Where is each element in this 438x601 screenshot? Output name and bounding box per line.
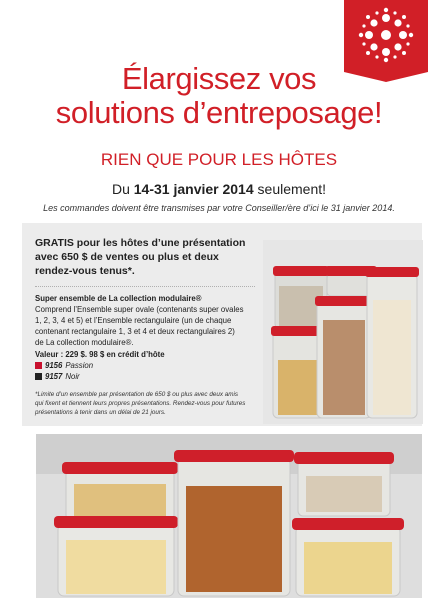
gratis-offer bbox=[35, 236, 260, 278]
ensemble-description bbox=[35, 304, 260, 348]
gratis-line-1: GRATIS pour les hôtes d’une présentation bbox=[35, 237, 246, 249]
offer-details bbox=[35, 236, 260, 417]
dates-range: 14-31 janvier 2014 bbox=[133, 181, 254, 197]
dotted-divider bbox=[35, 286, 255, 287]
footnote-line-3: présentations à tenir dans un délai de 21 jours. bbox=[35, 409, 166, 416]
footnote bbox=[35, 390, 260, 417]
product-code-noir bbox=[35, 371, 260, 382]
filled-containers-photo bbox=[36, 434, 422, 598]
product-color-name: Passion bbox=[65, 361, 94, 370]
product-code-passion bbox=[35, 360, 260, 371]
dates-suffix: seulement! bbox=[253, 181, 327, 197]
footnote-line-1: *Limite d’un ensemble par présentation de 650 $ ou plus avec deux amis bbox=[35, 391, 239, 398]
product-code-number: 9157 bbox=[45, 372, 63, 381]
headline-line-2: solutions d’entreposage! bbox=[55, 95, 383, 130]
gratis-line-2: avec 650 $ de ventes ou plus et deux bbox=[35, 251, 219, 263]
footnote-line-2: qui fixent et tiennent leurs propres présentations. Rendez-vous pour futures bbox=[35, 400, 246, 407]
ensemble-value: Valeur : 229 $. 98 $ en crédit d’hôte bbox=[35, 350, 165, 359]
tupperware-medallion-icon bbox=[359, 8, 413, 62]
passion-color-swatch bbox=[35, 362, 42, 369]
ensemble-desc-line-1: Comprend l’Ensemble super ovale (contenants super ovales bbox=[35, 305, 244, 314]
ensemble-desc-line-3: contenant rectangulaire 1, 3 et 4 et deux rectangulaires 2) bbox=[35, 327, 235, 336]
ensemble-desc-line-2: 1, 2, 3, 4 et 5) et l’Ensemble rectangulaire (un de chaque bbox=[35, 316, 232, 325]
ensemble-title: Super ensemble de La collection modulaire® bbox=[35, 294, 202, 303]
gratis-line-3: rendez-vous tenus*. bbox=[35, 265, 135, 277]
ensemble-desc-line-4: de La collection modulaire®. bbox=[35, 338, 134, 347]
modular-containers-photo bbox=[263, 240, 423, 424]
subhead: RIEN QUE POUR LES HÔTES bbox=[100, 150, 338, 169]
headline-line-1: Élargissez vos bbox=[121, 61, 317, 96]
promo-dates bbox=[0, 181, 438, 197]
orders-note: Les commandes doivent être transmises par votre Conseiller/ère d’ici le 31 janvier 2014. bbox=[43, 203, 395, 213]
headline bbox=[0, 62, 438, 130]
noir-color-swatch bbox=[35, 373, 42, 380]
product-color-name: Noir bbox=[65, 372, 80, 381]
product-code-number: 9156 bbox=[45, 361, 63, 370]
dates-prefix: Du bbox=[111, 181, 134, 197]
